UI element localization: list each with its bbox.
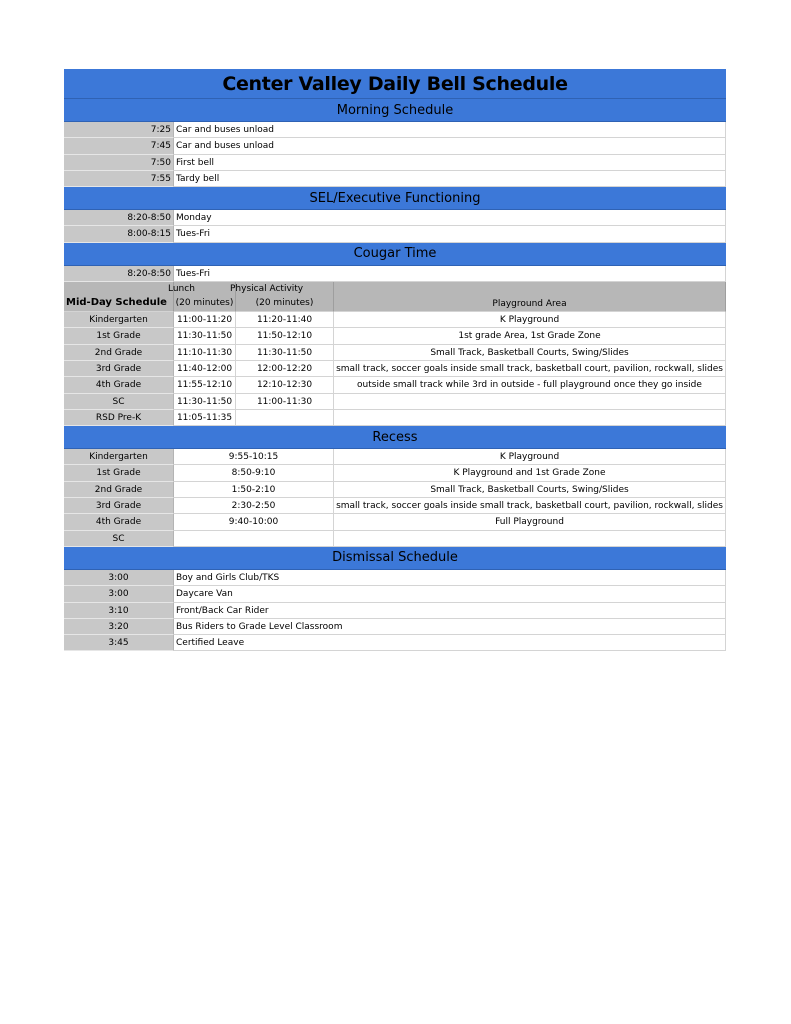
lunch-cell: 11:05-11:35 (174, 410, 236, 426)
table-row (64, 586, 726, 602)
area-cell (334, 394, 726, 410)
recess-rows (64, 449, 726, 547)
area-cell: K Playground and 1st Grade Zone (334, 465, 726, 481)
table-row (64, 328, 726, 344)
activity-cell: 11:30-11:50 (236, 345, 334, 361)
table-row (64, 514, 726, 530)
area-cell: Small Track, Basketball Courts, Swing/Slides (334, 482, 726, 498)
activity-cell: 11:50-12:10 (236, 328, 334, 344)
time-cell: 8:00-8:15 (64, 226, 174, 242)
table-row (64, 449, 726, 465)
area-cell: K Playground (334, 449, 726, 465)
grade-cell: SC (64, 531, 174, 547)
recess-time-cell (174, 531, 334, 547)
time-cell: 3:20 (64, 619, 174, 635)
area-cell (334, 410, 726, 426)
grade-cell: 3rd Grade (64, 498, 174, 514)
grade-cell: RSD Pre-K (64, 410, 174, 426)
grade-cell: 1st Grade (64, 328, 174, 344)
event-cell: Monday (174, 210, 726, 226)
lunch-cell: 11:40-12:00 (174, 361, 236, 377)
cougar-time-heading: Cougar Time (64, 243, 726, 266)
area-cell (334, 531, 726, 547)
event-cell: Tardy bell (174, 171, 726, 187)
grade-cell: 4th Grade (64, 514, 174, 530)
time-cell: 3:00 (64, 570, 174, 586)
event-cell: Tues-Fri (174, 266, 726, 282)
area-cell: K Playground (334, 312, 726, 328)
table-row (64, 171, 726, 187)
lunch-cell: 11:55-12:10 (174, 377, 236, 393)
event-cell: Front/Back Car Rider (174, 603, 726, 619)
time-cell: 3:10 (64, 603, 174, 619)
time-cell: 3:00 (64, 586, 174, 602)
table-row (64, 377, 726, 393)
table-row (64, 482, 726, 498)
area-cell: outside small track while 3rd in outside - full playground once they go inside (334, 377, 726, 393)
midday-schedule-header: Mid-Day Schedule (64, 282, 174, 312)
area-cell: 1st grade Area, 1st Grade Zone (334, 328, 726, 344)
lunch-cell: 11:10-11:30 (174, 345, 236, 361)
lunch-cell: 11:30-11:50 (174, 328, 236, 344)
table-row (64, 619, 726, 635)
table-row (64, 226, 726, 242)
table-row (64, 155, 726, 171)
midday-rows (64, 312, 726, 426)
grade-cell: 1st Grade (64, 465, 174, 481)
dismissal-rows (64, 570, 726, 651)
event-cell: Boy and Girls Club/TKS (174, 570, 726, 586)
midday-header-row (64, 282, 726, 312)
lunch-cell: 11:00-11:20 (174, 312, 236, 328)
time-cell: 3:45 (64, 635, 174, 651)
table-row (64, 498, 726, 514)
area-cell: Full Playground (334, 514, 726, 530)
event-cell: Daycare Van (174, 586, 726, 602)
area-cell: small track, soccer goals inside small track, basketball court, pavilion, rockwall, slides (334, 361, 726, 377)
schedule-title: Center Valley Daily Bell Schedule (222, 72, 568, 95)
table-row (64, 122, 726, 138)
table-row (64, 266, 726, 282)
grade-cell: 3rd Grade (64, 361, 174, 377)
event-cell: Car and buses unload (174, 138, 726, 154)
area-cell: small track, soccer goals inside small track, basketball court, pavilion, rockwall, slides (334, 498, 726, 514)
activity-cell: 12:00-12:20 (236, 361, 334, 377)
table-row (64, 210, 726, 226)
activity-cell: 11:20-11:40 (236, 312, 334, 328)
playground-area-header: Playground Area (334, 282, 726, 312)
time-cell: 8:20-8:50 (64, 210, 174, 226)
schedule-title-banner (64, 69, 726, 99)
table-row (64, 635, 726, 651)
table-row (64, 394, 726, 410)
recess-time-cell: 9:55-10:15 (174, 449, 334, 465)
time-cell: 7:45 (64, 138, 174, 154)
time-cell: 8:20-8:50 (64, 266, 174, 282)
recess-time-cell: 8:50-9:10 (174, 465, 334, 481)
morning-rows (64, 122, 726, 187)
table-row (64, 312, 726, 328)
event-cell: Bus Riders to Grade Level Classroom (174, 619, 726, 635)
table-row (64, 410, 726, 426)
recess-time-cell: 2:30-2:50 (174, 498, 334, 514)
grade-cell: 2nd Grade (64, 482, 174, 498)
table-row (64, 345, 726, 361)
time-cell: 7:55 (64, 171, 174, 187)
physical-activity-header: Physical Activity (20 minutes) (236, 282, 334, 312)
table-row (64, 603, 726, 619)
time-cell: 7:50 (64, 155, 174, 171)
table-row (64, 570, 726, 586)
sel-heading: SEL/Executive Functioning (64, 187, 726, 210)
grade-cell: 2nd Grade (64, 345, 174, 361)
bell-schedule-sheet (64, 69, 726, 651)
grade-cell: 4th Grade (64, 377, 174, 393)
grade-cell: SC (64, 394, 174, 410)
recess-time-cell: 9:40-10:00 (174, 514, 334, 530)
event-cell: Tues-Fri (174, 226, 726, 242)
event-cell: First bell (174, 155, 726, 171)
grade-cell: Kindergarten (64, 312, 174, 328)
area-cell: Small Track, Basketball Courts, Swing/Slides (334, 345, 726, 361)
lunch-cell: 11:30-11:50 (174, 394, 236, 410)
recess-time-cell: 1:50-2:10 (174, 482, 334, 498)
lunch-header: Lunch (20 minutes) (174, 282, 236, 312)
dismissal-heading: Dismissal Schedule (64, 547, 726, 570)
activity-cell (236, 410, 334, 426)
table-row (64, 361, 726, 377)
activity-cell: 12:10-12:30 (236, 377, 334, 393)
recess-heading: Recess (64, 426, 726, 449)
table-row (64, 138, 726, 154)
time-cell: 7:25 (64, 122, 174, 138)
morning-heading: Morning Schedule (64, 99, 726, 122)
grade-cell: Kindergarten (64, 449, 174, 465)
table-row (64, 465, 726, 481)
table-row (64, 531, 726, 547)
event-cell: Certified Leave (174, 635, 726, 651)
event-cell: Car and buses unload (174, 122, 726, 138)
activity-cell: 11:00-11:30 (236, 394, 334, 410)
